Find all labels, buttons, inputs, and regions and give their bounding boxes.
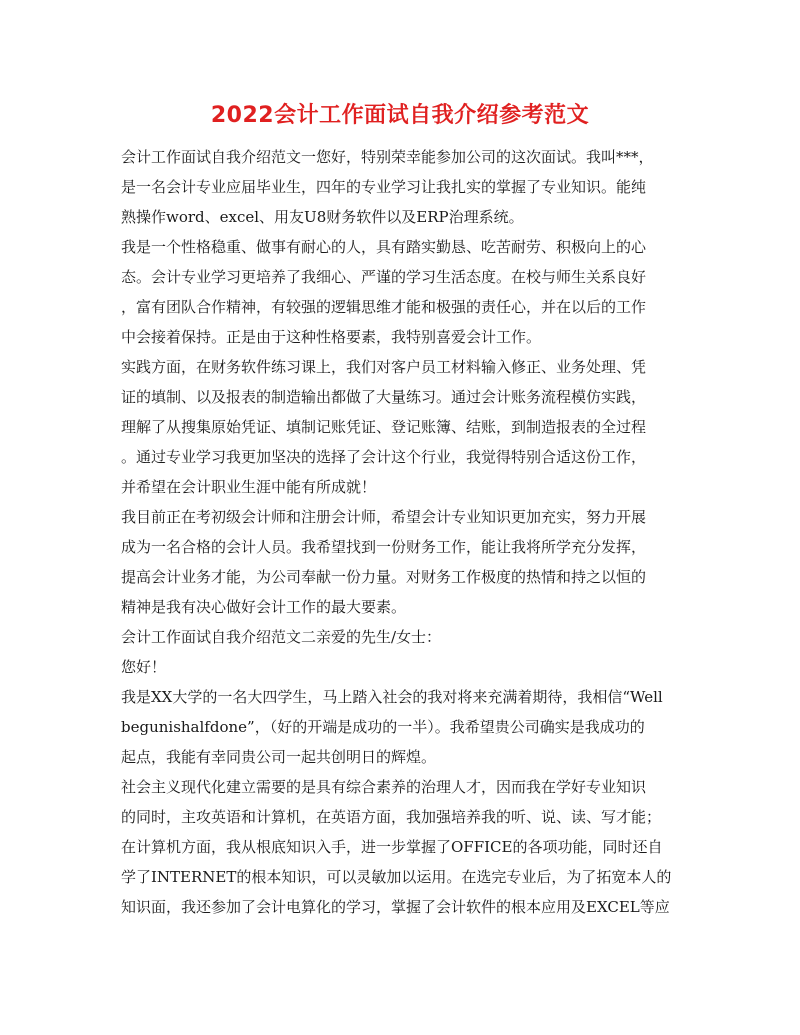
text-line: 提高会计业务才能，为公司奉献一份力量。对财务工作极度的热情和持之以恒的 [121, 568, 647, 586]
text-line: 我目前正在考初级会计师和注册会计师，希望会计专业知识更加充实，努力开展 [121, 508, 647, 526]
text-line: 是一名会计专业应届毕业生，四年的专业学习让我扎实的掌握了专业知识。能纯 [121, 178, 647, 196]
text-line: 。通过专业学习我更加坚决的选择了会计这个行业，我觉得特别合适这份工作， [121, 448, 647, 466]
text-line: 理解了从搜集原始凭证、填制记账凭证、登记账簿、结账，到制造报表的全过程 [121, 418, 647, 436]
text-line: 成为一名合格的会计人员。我希望找到一份财务工作，能让我将所学充分发挥， [121, 538, 647, 556]
text-line: 学了INTERNET的根本知识，可以灵敏加以运用。在选完专业后，为了拓宽本人的 [121, 868, 672, 886]
text-line: 我是XX大学的一名大四学生，马上踏入社会的我对将来充满着期待，我相信“Well [121, 688, 663, 706]
text-line: ，富有团队合作精神，有较强的逻辑思维才能和极强的责任心，并在以后的工作 [121, 298, 647, 316]
text-line: 中会接着保持。正是由于这种性格要素，我特别喜爱会计工作。 [121, 328, 542, 346]
text-line: 态。会计专业学习更培养了我细心、严谨的学习生活态度。在校与师生关系良好 [121, 268, 647, 286]
text-line: 实践方面，在财务软件练习课上，我们对客户员工材料输入修正、业务处理、凭 [121, 358, 647, 376]
text-line: 我是一个性格稳重、做事有耐心的人，具有踏实勤恳、吃苦耐劳、积极向上的心 [121, 238, 647, 256]
text-line: 证的填制、以及报表的制造输出都做了大量练习。通过会计账务流程模仿实践， [121, 388, 647, 406]
text-line: 社会主义现代化建立需要的是具有综合素养的治理人才，因而我在学好专业知识 [121, 778, 647, 796]
document-title: 2022会计工作面试自我介绍参考范文 [210, 103, 590, 128]
text-line: 知识面，我还参加了会计电算化的学习，掌握了会计软件的根本应用及EXCEL等应 [121, 898, 670, 916]
text-line: 起点，我能有幸同贵公司一起共创明日的辉煌。 [121, 748, 437, 766]
document-body [121, 142, 691, 922]
text-line: 会计工作面试自我介绍范文一您好，特别荣幸能参加公司的这次面试。我叫***， [121, 148, 654, 166]
text-line: 的同时，主攻英语和计算机，在英语方面，我加强培养我的听、说、读、写才能； [121, 808, 662, 826]
text-line: 会计工作面试自我介绍范文二亲爱的先生/女士： [121, 628, 442, 646]
text-line: 精神是我有决心做好会计工作的最大要素。 [121, 598, 407, 616]
text-line: 熟操作word、excel、用友U8财务软件以及ERP治理系统。 [121, 208, 524, 226]
text-line: begunishalfdone”，（好的开端是成功的一半）。我希望贵公司确实是我成功的 [121, 718, 645, 736]
text-line: 在计算机方面，我从根底知识入手，进一步掌握了OFFICE的各项功能，同时还自 [121, 838, 663, 856]
text-line: 并希望在会计职业生涯中能有所成就！ [121, 478, 377, 496]
text-line: 您好！ [121, 658, 167, 676]
